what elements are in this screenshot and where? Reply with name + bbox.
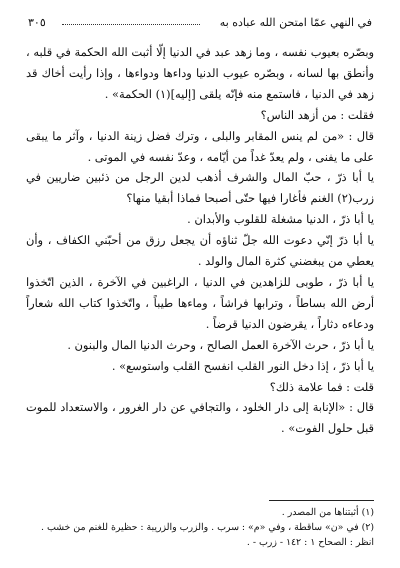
paragraph: يا أبا ذرّ ، طوبى للزاهدين في الدنيا ، الراغبين في الآخرة ، الذين اتّخذوا أرض الله بساطاً ، وترابها فراشاً ، وماءها طيباً ، واتّخذوا كتاب الله شعاراً ودعاءه دثاراً ، يقرضون الدنيا قرضاً . bbox=[26, 274, 374, 331]
footnote-rule bbox=[269, 500, 374, 501]
paragraph: قال : «الإنابة إلى دار الخلود ، والتجافي عن دار الغرور ، والاستعداد للموت قبل حلول الفوت» . bbox=[26, 400, 374, 436]
paragraph: يا أبا ذرّ ، حرث الآخرة العمل الصالح ، وحرث الدنيا المال والبنون . bbox=[67, 337, 374, 352]
paragraph: يا أبا ذرّ ، إذا دخل النور القلب انفسح القلب واستوسع» . bbox=[111, 358, 374, 373]
paragraph: يا أبا ذرّ إنّي دعوت الله جلّ ثناؤه أن يجعل رزق من أحبّني الكفاف ، وأن يعطي من يبغضني كثرة المال والولد . bbox=[26, 233, 374, 269]
header-dotted-leader bbox=[62, 24, 200, 25]
running-header bbox=[28, 14, 372, 32]
paragraph: يا أبا ذرّ ، حبّ المال والشرف أذهب لدين الرجل من ذئبين ضاريين في زرب(٢) الغنم فأغارا فيها حتّى أصبحا فماذا أبقيا منها؟ bbox=[26, 170, 374, 206]
header-title: في النهي عمّا امتحن الله عباده به bbox=[219, 16, 372, 29]
page-number: ٣٠٥ bbox=[28, 16, 46, 29]
footnotes bbox=[26, 500, 374, 550]
footnote: (٢) في «ن» ساقطة ، وفي «م» : سرب . والزرب والزريبة : حظيرة للغنم من خشب . bbox=[41, 522, 374, 533]
main-text bbox=[26, 42, 374, 439]
paragraph: قلت : فما علامة ذلك؟ bbox=[269, 379, 374, 394]
paragraph: فقلت : من أزهد الناس؟ bbox=[260, 107, 374, 122]
footnote: (١) أثبتناها من المصدر . bbox=[281, 507, 374, 518]
paragraph: يا أبا ذرّ ، الدنيا مشغلة للقلوب والأبدان . bbox=[187, 212, 374, 227]
paragraph: قال : «من لم ينس المقابر والبلى ، وترك فضل زينة الدنيا ، وآثر ما يبقى على ما يفنى ، ولم يعدّ غداً من أيّامه ، وعدّ نفسه في الموتى . bbox=[26, 128, 374, 164]
paragraph: وبصّره بعيوب نفسه ، وما زهد عبد في الدنيا إلّا أثبت الله الحكمة في قلبه ، وأنطق بها لسانه ، وبصّره عيوب الدنيا وداءها ودواءها ، وإذا رأيت أخاك قد زهد في الدنيا ، فاستمع منه فإنّه يلقى [إليه](١) الحكمة» . bbox=[26, 45, 374, 101]
footnote: انظر : الصحاح ١ : ١٤٢ - زرب - . bbox=[246, 537, 374, 548]
